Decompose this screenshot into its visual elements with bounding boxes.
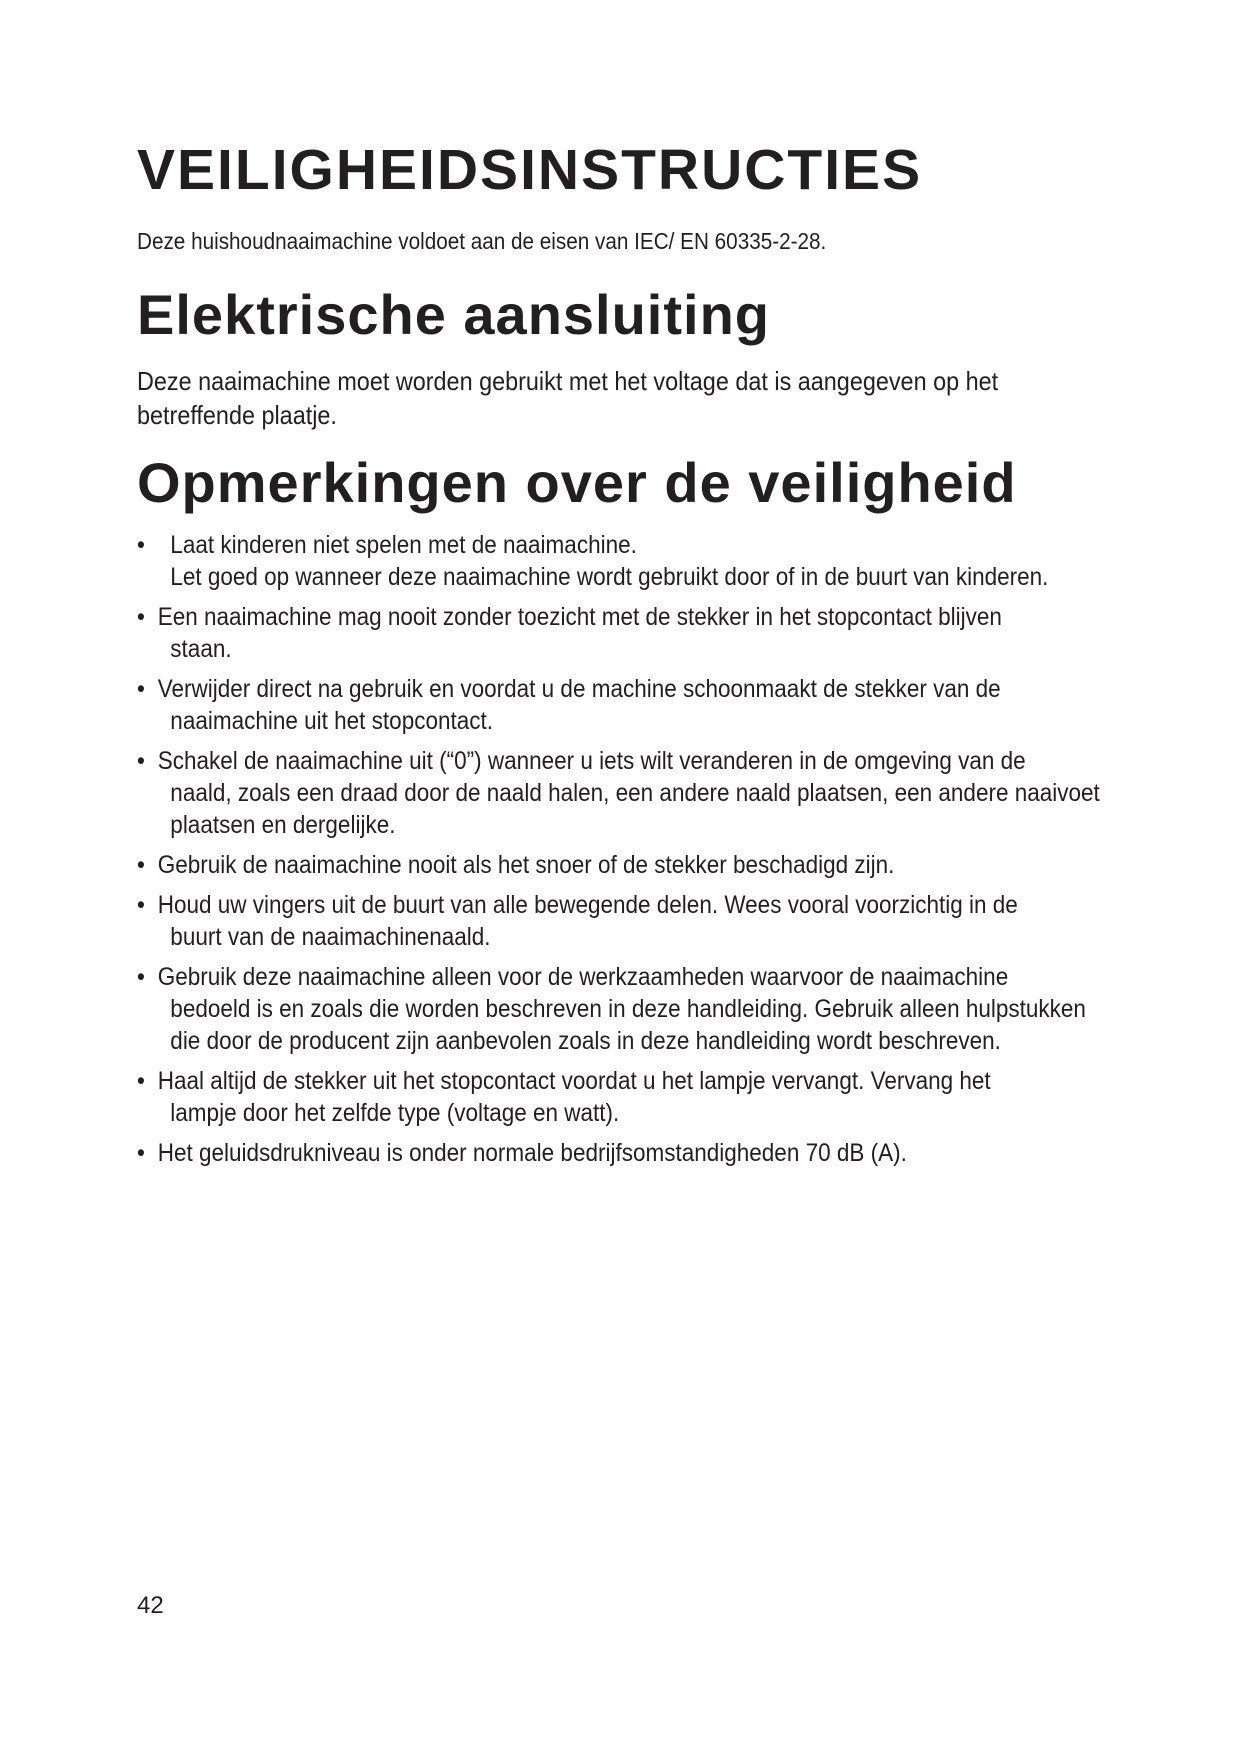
list-item-text: Verwijder direct na gebruik en voordat u de machine schoonmaakt de stekker van de <box>157 675 1001 703</box>
list-item-continuation: staan. <box>170 635 232 663</box>
list-item-continuation: buurt van de naaimachinenaald. <box>170 923 491 951</box>
list-item <box>137 889 1100 953</box>
list-item-text: Houd uw vingers uit de buurt van alle bewegende delen. Wees vooral voorzichtig in de <box>157 891 1018 919</box>
page-number: 42 <box>137 1592 164 1619</box>
list-item <box>137 745 1100 841</box>
list-item <box>137 1137 1100 1169</box>
intro-text: Deze huishoudnaaimachine voldoet aan de eisen van IEC/ EN 60335-2-28. <box>137 228 827 254</box>
list-item-continuation: bedoeld is en zoals die worden beschreven in deze handleiding. Gebruik alleen hulpstukken die door de producent zijn aanbevolen zoals in deze handleiding wordt beschreven. <box>170 995 1086 1055</box>
list-item-text: Een naaimachine mag nooit zonder toezicht met de stekker in het stopcontact blijven <box>157 603 1002 631</box>
section-heading-safety: Opmerkingen over de veiligheid <box>137 451 1017 514</box>
section-heading-electrical: Elektrische aansluiting <box>137 283 770 346</box>
list-item-text: Gebruik de naaimachine nooit als het snoer of de stekker beschadigd zijn. <box>157 851 895 879</box>
list-item <box>137 849 1100 881</box>
bullet-icon: • <box>137 1067 145 1095</box>
bullet-icon: • <box>137 603 145 631</box>
page-title: VEILIGHEIDSINSTRUCTIES <box>137 138 923 202</box>
bullet-icon: • <box>137 1139 145 1167</box>
bullet-icon: • <box>137 963 145 991</box>
bullet-icon: • <box>137 747 145 775</box>
bullet-icon: • <box>137 851 145 879</box>
list-item-text: Laat kinderen niet spelen met de naaimachine. <box>170 531 637 559</box>
list-item-text: Gebruik deze naaimachine alleen voor de werkzaamheden waarvoor de naaimachine <box>157 963 1009 991</box>
section-text-electrical: Deze naaimachine moet worden gebruikt met het voltage dat is aangegeven op het betreffende plaatje. <box>137 366 999 430</box>
list-item-continuation: naald, zoals een draad door de naald halen, een andere naald plaatsen, een andere naaivoet plaatsen en dergelijke. <box>170 779 1100 839</box>
list-item <box>137 673 1100 737</box>
list-item-continuation: lampje door het zelfde type (voltage en watt). <box>170 1099 620 1127</box>
bullet-icon: • <box>137 531 145 559</box>
list-item <box>137 601 1100 665</box>
list-item <box>137 961 1100 1057</box>
list-item <box>137 529 1100 593</box>
list-item-continuation: naaimachine uit het stopcontact. <box>170 707 494 735</box>
bullet-icon: • <box>137 891 145 919</box>
list-item <box>137 1065 1100 1129</box>
list-item-text: Het geluidsdrukniveau is onder normale bedrijfsomstandigheden 70 dB (A). <box>157 1139 907 1167</box>
bullet-icon: • <box>137 675 145 703</box>
safety-list <box>137 529 1100 1177</box>
list-item-continuation: Let goed op wanneer deze naaimachine wordt gebruikt door of in de buurt van kinderen. <box>170 563 1049 591</box>
list-item-text: Schakel de naaimachine uit (“0”) wanneer u iets wilt veranderen in de omgeving van de <box>157 747 1026 775</box>
list-item-text: Haal altijd de stekker uit het stopcontact voordat u het lampje vervangt. Vervang het <box>157 1067 991 1095</box>
